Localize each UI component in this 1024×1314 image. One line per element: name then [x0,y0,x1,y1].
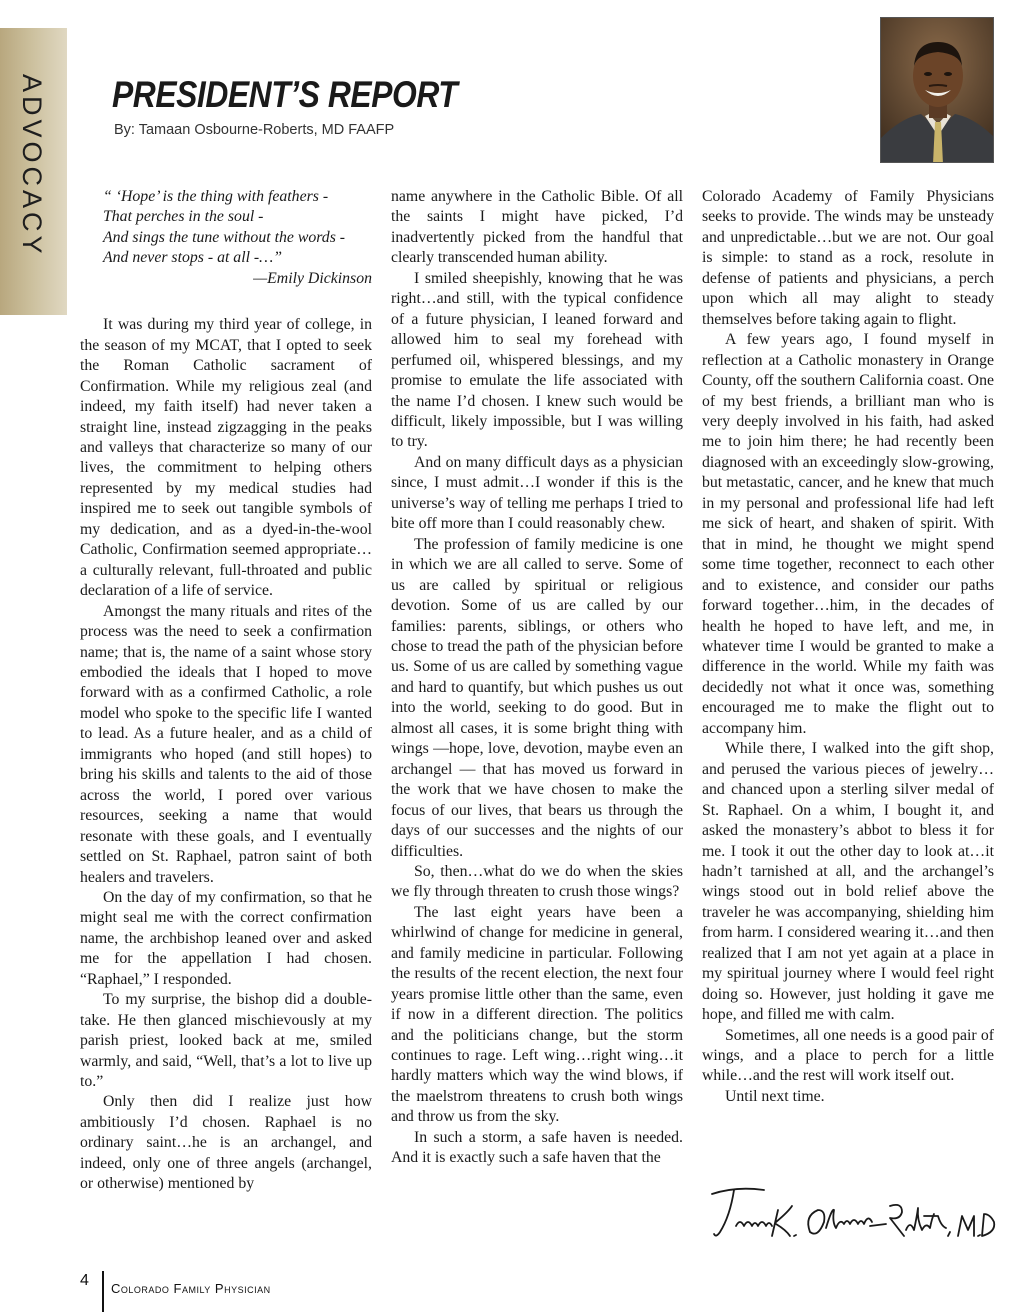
author-signature [706,1176,998,1256]
epigraph-line: And never stops - at all -…” [103,249,283,267]
footer-divider [102,1271,104,1312]
section-tab [0,28,67,315]
section-tab-label: ADVOCACY [17,74,47,258]
column-2 [391,187,683,1169]
signature-image [706,1176,998,1256]
paragraph: To my surprise, the bishop did a double-take. He then glanced mischievously at my parish priest, looked back at me, smiled warmly, and said, “Well, that’s a lot to live up to.” [80,991,372,1091]
paragraph: Amongst the many rituals and rites of the process was the need to seek a confirmation name; that is, the name of a saint whose story embodied the ideals that I hoped to move forward with as a confirmed Catholic, a role model who spoke to the specific life I wanted to lead. As a future healer, and as a child of immigrants who hoped (and still hopes) to bring his skills and talents to the aid of those across the world, I pored over various resources, seeking a name that would resonate with these goals, and I eventually settled on St. Raphael, patron saint of both healers and travelers. [80,602,372,886]
paragraph-continued: Colorado Academy of Family Physicians seeks to provide. The winds may be unsteady and unpredictable…but we are not. Our goal is simple: to stand as a rock, resolute in defense of patients and physicians, a perch upon which all may alight to steady themselves before taking again to flight. [702,188,994,328]
paragraph: And on many difficult days as a physician since, I must admit…I wonder if this is the universe’s way of telling me perhaps I tried to bite off more than I could reasonably chew. [391,453,683,533]
paragraph: In such a storm, a safe haven is needed. And it is exactly such a safe haven that the [391,1128,683,1167]
paragraph: A few years ago, I found myself in reflection at a Catholic monastery in Orange County, off the southern California coast. One of my best friends, a brilliant man who is very deeply involved in his faith, had asked me to join him there; he had recently been diagnosed with an exceedingly slow-growing, but metastatic, cancer, and he knew that much in my personal and professional life had left me sick of heart, and shaken of spirit. With that in mind, he thought we might spend some time together, reconnect to each other and to existence, and consider our paths forward together…him, in the decades of health he hoped to have left, and me, in whatever time I would be granted to make a difference in the world. While my faith was decidedly not what it once was, something encouraged me to make the flight out to accompany him. [702,331,994,737]
column-1 [80,187,372,1195]
paragraph: It was during my third year of college, in the season of my MCAT, that I opted to seek the Roman Catholic sacrament of Confirmation. While my religious zeal (and indeed, my faith itself) had never taken a straight line, instead zigzagging in the peaks and valleys that characterize so many of our lives, the commitment to helping others represented by my medical studies had inspired me to seek out tangible symbols of my dedication, and as a dyed-in-the-wool Catholic, Confirmation seemed appropriate…a culturally relevant, full-throated and public declaration of a life of service. [80,316,372,600]
epigraph-line: That perches in the soul - [103,208,264,226]
author-portrait [880,17,994,163]
page-number: 4 [80,1272,89,1289]
epigraph-attribution: —Emily Dickinson [253,269,372,287]
epigraph [80,187,372,269]
page-title: PRESIDENT’S REPORT [112,74,458,115]
publication-name: Colorado Family Physician [111,1281,271,1296]
paragraph: On the day of my confirmation, so that he might seal me with the correct confirmation name, the archbishop leaned over and asked me for the appellation I had chosen. “Raphael,” I responded. [80,888,372,988]
paragraph: So, then…what do we do when the skies we fly through threaten to crush those wings? [391,862,683,901]
paragraph-continued: name anywhere in the Catholic Bible. Of all the saints I might have picked, I’d inadvertently picked from the handful that clearly transcended human ability. [391,188,683,267]
paragraph: The last eight years have been a whirlwind of change for medicine in general, and family medicine in particular. Following the results of the recent election, the next four years promise little other than the same, even if now in a different direction. The politics and the politicians change, but the storm continues to rage. Left wing…right wing…it hardly matters which way the wind blows, if the maelstrom threatens to crush both wings and throw us from the sky. [391,903,683,1126]
paragraph: Sometimes, all one needs is a good pair of wings, and a place to perch for a little while…and the rest will work itself out. [702,1026,994,1085]
epigraph-line: And sings the tune without the words - [103,228,346,246]
paragraph: While there, I walked into the gift shop, and perused the various pieces of jewelry…and chanced upon a sterling silver medal of St. Raphael. On a whim, I bought it, and asked the monastery’s abbot to bless it for me. I took it out the other day to look at…it hadn’t tarnished at all, and the archangel’s wings stood out in bold relief above the traveler he was accompanying, shielding him from harm. I considered wearing it…and then realized that I am not yet again at a place in my spiritual journey where I would feel right doing so. However, just holding it gave me hope, and filled me with calm. [702,740,994,1024]
byline: By: Tamaan Osbourne-Roberts, MD FAAFP [114,122,395,138]
epigraph-line: “ ‘Hope’ is the thing with feathers - [103,188,329,205]
paragraph: The profession of family medicine is one in which we are all called to serve. Some of us are called by spiritual or religious devotion. Some of us are called by our families: parents, siblings, or others who chose to tread the path of the physician before us. Some of us are called by something vague and hard to quantify, but which pushes us out into the world, seeking to do good. But in almost all cases, it is some bright thing with wings —hope, love, devotion, maybe even an archangel — that has moved us forward in the work that we have chosen to make the focus of our lives, that bears us through the days of our successes and the nights of our difficulties. [391,535,683,860]
column-3 [702,187,994,1107]
paragraph: Only then did I realize just how ambitiously I’d chosen. Raphael is no ordinary saint…he is an archangel, and indeed, only one of three angels (archangel, or otherwise) mentioned by [80,1093,372,1193]
paragraph: I smiled sheepishly, knowing that he was right…and still, with the typical confidence of a future physician, I leaned forward and allowed him to seal my forehead with perfumed oil, whispered blessings, and my promise to emulate the life associated with the name I’d chosen. I knew such would be difficult, likely impossible, but I was willing to try. [391,269,683,451]
paragraph: Until next time. [725,1087,825,1105]
portrait-image [881,18,994,163]
